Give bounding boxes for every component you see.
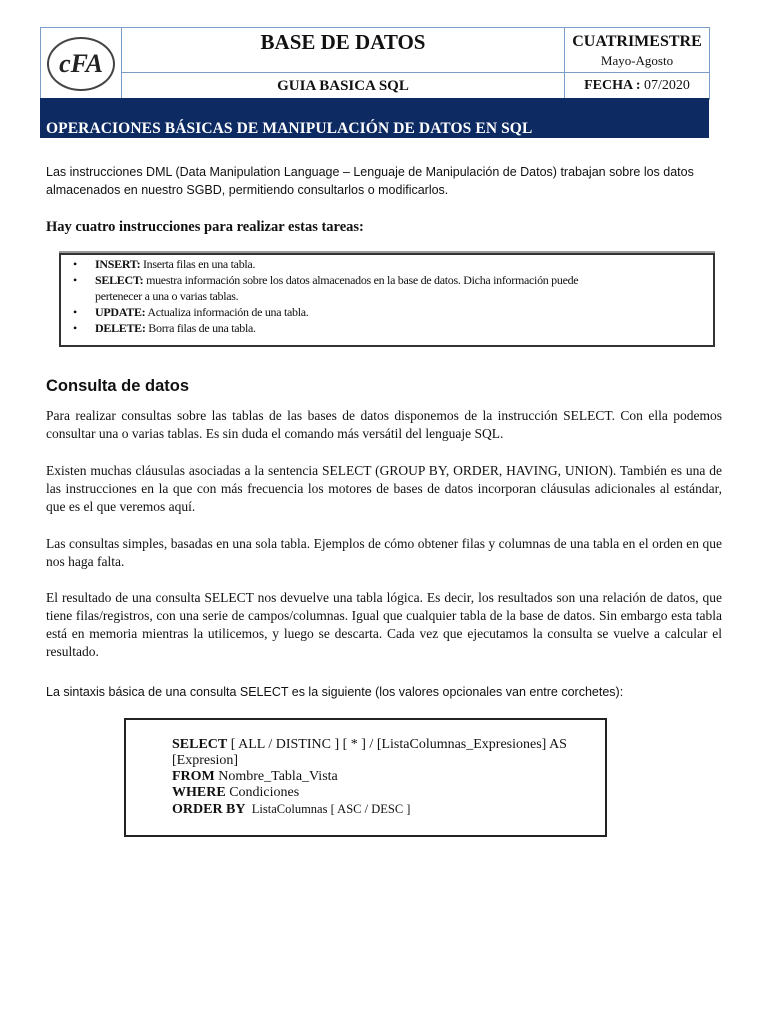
instruction-item-insert: • INSERT: Inserta filas en una tabla.	[71, 256, 713, 272]
syntax-select-cont: [Expresion]	[172, 753, 239, 768]
syntax-order-line: ORDER BY ListaColumnas [ ASC / DESC ]	[172, 802, 411, 817]
cuatrimestre-label: CUATRIMESTRE	[572, 32, 702, 50]
intro-paragraph: Las instrucciones DML (Data Manipulation Language – Lenguaje de Manipulación de Datos) trabajan sobre los datos almacenados en nuestro SGBD, permitiendo consultarlos o modificarlos.	[46, 165, 694, 197]
instruction-item-update: • UPDATE: Actualiza información de una tabla.	[71, 304, 713, 320]
cuatrimestre-cell	[565, 28, 710, 73]
syntax-select-line: SELECT [ ALL / DISTINC ] [ * ] / [ListaColumnas_Expresiones] AS	[172, 737, 567, 752]
instructions-box	[59, 253, 715, 347]
instruction-item-delete: • DELETE: Borra filas de una tabla.	[71, 320, 713, 336]
syntax-where-line: WHERE Condiciones	[172, 785, 300, 800]
fecha-cell	[565, 73, 710, 100]
instruction-item-select: • SELECT: muestra información sobre los datos almacenados en la base de datos. Dicha información puede pertenecer a una o varias tablas.	[71, 272, 605, 304]
syntax-intro: La sintaxis básica de una consulta SELECT es la siguiente (los valores opcionales van entre corchetes):	[46, 685, 624, 699]
paragraph-4: El resultado de una consulta SELECT nos devuelve una tabla lógica. Es decir, los resultados son una relación de datos, que tiene filas/registros, con una serie de campos/columnas. Igual que cualquier tabla de la base de datos. Sin embargo esta tabla está en memoria mientras la utilicemos, y luego se descarta. Cada vez que ejecutamos la consulta se vuelve a calcular el resultado.	[46, 590, 722, 659]
intro-bold-line: Hay cuatro instrucciones para realizar estas tareas:	[46, 219, 364, 235]
instructions-list	[71, 256, 713, 336]
institution-logo: cFA	[47, 37, 115, 91]
document-header	[40, 27, 710, 100]
cuatrimestre-value: Mayo-Agosto	[600, 52, 674, 68]
fecha-value: 07/2020	[644, 78, 690, 93]
document-subtitle: GUIA BASICA SQL	[122, 73, 565, 100]
logo-cell	[41, 28, 122, 100]
fecha-label: FECHA :	[584, 78, 641, 93]
section-heading: Consulta de datos	[46, 377, 190, 395]
paragraph-2: Existen muchas cláusulas asociadas a la sentencia SELECT (GROUP BY, ORDER, HAVING, UNION). También es una de las instrucciones en la que con más frecuencia los motores de bases de datos incorporan cláusulas adicionales al estándar, que es el que veremos aquí.	[46, 463, 722, 514]
syntax-from-line: FROM Nombre_Tabla_Vista	[172, 769, 338, 784]
document-title: BASE DE DATOS	[122, 28, 565, 73]
paragraph-1: Para realizar consultas sobre las tablas de las bases de datos disponemos de la instrucción SELECT. Con ella podemos consultar una o varias tablas. Es sin duda el comando más versátil del lenguaje SQL.	[46, 408, 722, 441]
paragraph-3: Las consultas simples, basadas en una sola tabla. Ejemplos de cómo obtener filas y columnas de una tabla en el orden en que nos haga falta.	[46, 536, 722, 569]
section-banner: OPERACIONES BÁSICAS DE MANIPULACIÓN DE DATOS EN SQL	[40, 98, 709, 138]
syntax-box	[124, 718, 607, 837]
